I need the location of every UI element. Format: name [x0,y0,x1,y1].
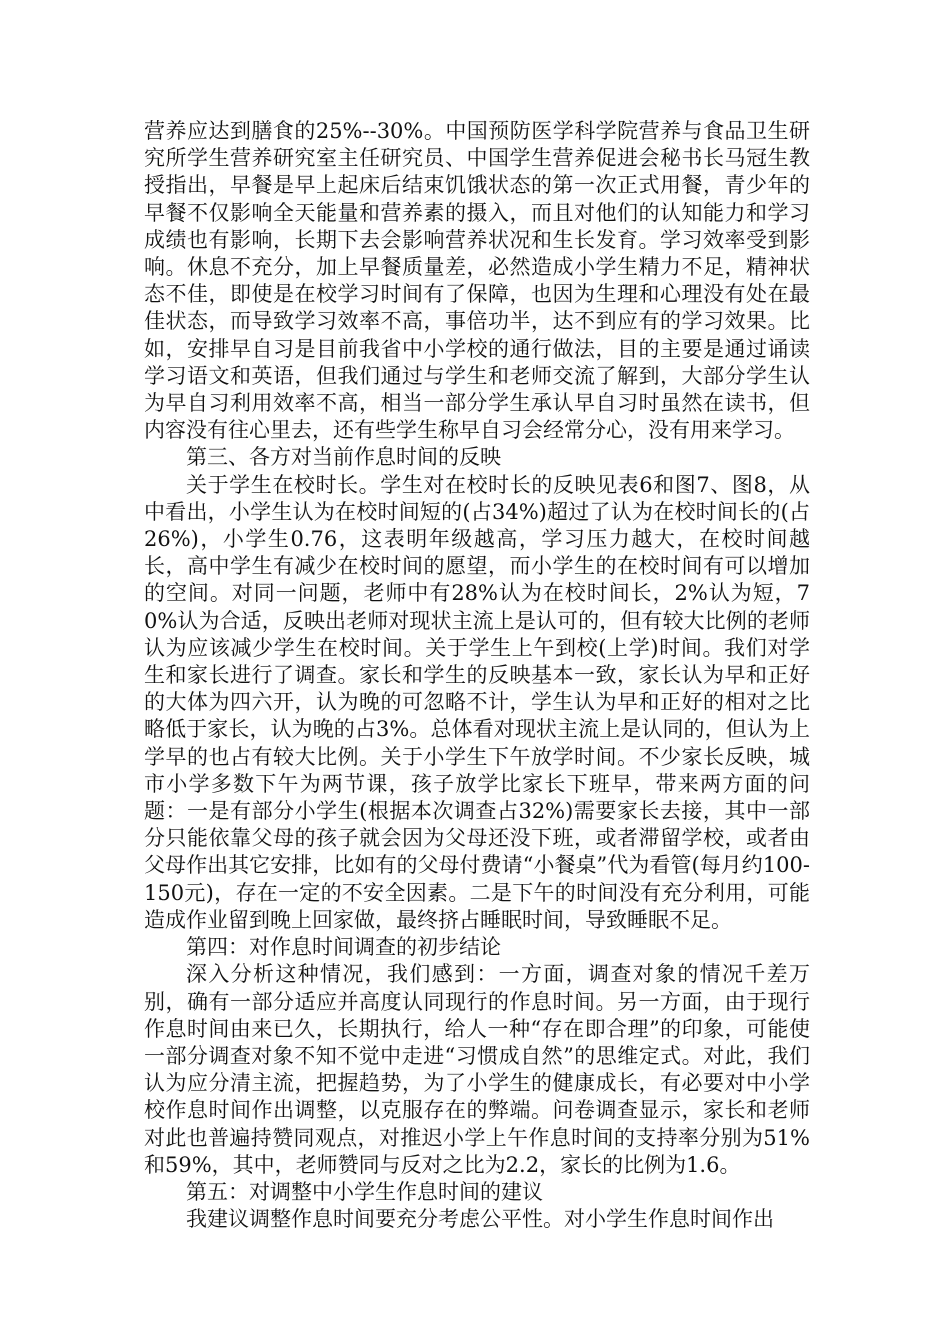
body-paragraph-school-hours: 关于学生在校时长。学生对在校时长的反映见表6和图7、图8，从中看出，小学生认为在校时间短的(占34%)超过了认为在校时间长的(占26%)，小学生0.76，这表明年级越高，学习压力越大，在校时间越长，高中学生有减少在校时间的愿望，而小学生的在校时间有可以增加的空间。对同一问题，老师中有28%认为在校时间长，2%认为短，70%认为合适，反映出老师对现状主流上是认可的，但有较大比例的老师认为应该减少学生在校时间。关于学生上午到校(上学)时间。我们对学生和家长进行了调查。家长和学生的反映基本一致，家长认为早和正好的大体为四六开，认为晚的可忽略不计，学生认为早和正好的相对之比略低于家长，认为晚的占3%。总体看对现状主流上是认同的，但认为上学早的也占有较大比例。关于小学生下午放学时间。不少家长反映，城市小学多数下午为两节课，孩子放学比家长下班早，带来两方面的问题：一是有部分小学生(根据本次调查占32%)需要家长去接，其中一部分只能依靠父母的孩子就会因为父母还没下班，或者滞留学校，或者由父母作出其它安排，比如有的父母付费请“小餐桌”代为看管(每月约100-150元)，存在一定的不安全因素。二是下午的时间没有充分利用，可能造成作业留到晚上回家做，最终挤占睡眠时间，导致睡眠不足。 [144,472,810,932]
section-heading-five: 第五：对调整中小学生作息时间的建议 [186,1179,543,1204]
body-paragraph-nutrition: 营养应达到膳食的25%--30%。中国预防医学科学院营养与食品卫生研究所学生营养研究室主任研究员、中国学生营养促进会秘书长马冠生教授指出，早餐是早上起床后结束饥饿状态的第一次正式用餐，青少年的早餐不仅影响全天能量和营养素的摄入，而且对他们的认知能力和学习成绩也有影响，长期下去会影响营养状况和生长发育。学习效率受到影响。休息不充分，加上早餐质量差，必然造成小学生精力不足，精神状态不佳，即使是在校学习时间有了保障，也因为生理和心理没有处在最佳状态，而导致学习效率不高，事倍功半，达不到应有的学习效果。比如，安排早自习是目前我省中小学校的通行做法，目的主要是通过诵读学习语文和英语，但我们通过与学生和老师交流了解到，大部分学生认为早自习利用效率不高，相当一部分学生承认早自习时虽然在读书，但内容没有往心里去，还有些学生称早自习会经常分心，没有用来学习。 [144,119,810,443]
section-heading-four: 第四：对作息时间调查的初步结论 [186,935,501,960]
body-paragraph-suggestion: 我建议调整作息时间要充分考虑公平性。对小学生作息时间作出 [186,1207,774,1232]
body-paragraph-conclusion: 深入分析这种情况，我们感到：一方面，调查对象的情况千差万别，确有一部分适应并高度认同现行的作息时间。另一方面，由于现行作息时间由来已久，长期执行，给人一种“存在即合理”的印象，可能使一部分调查对象不知不觉中走进“习惯成自然”的思维定式。对此，我们认为应分清主流，把握趋势，为了小学生的健康成长，有必要对中小学校作息时间作出调整，以克服存在的弊端。问卷调查显示，家长和老师对此也普遍持赞同观点，对推迟小学上午作息时间的支持率分别为51%和59%，其中，老师赞同与反对之比为2.2，家长的比例为1.6。 [144,962,810,1177]
section-heading-three: 第三、各方对当前作息时间的反映 [186,445,501,470]
document-page [144,118,810,1233]
